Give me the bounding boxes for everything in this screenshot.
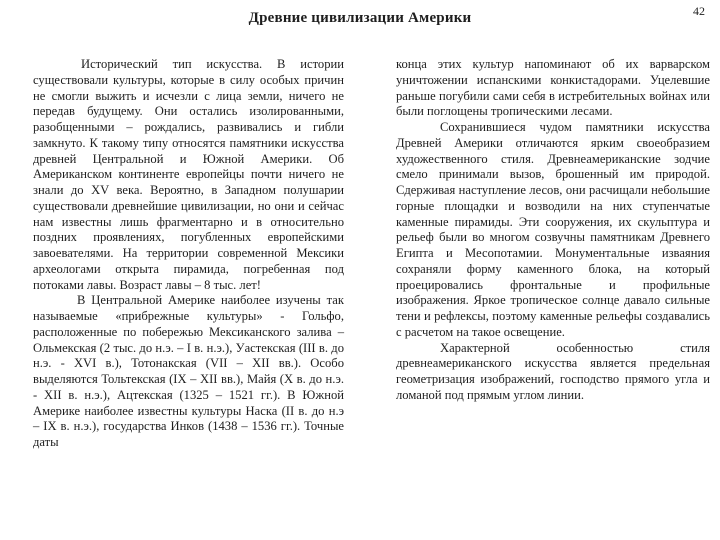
right-text-column [396,57,710,404]
page-title: Древние цивилизации Америки [248,10,472,26]
left-text-column [33,57,344,451]
paragraph: Исторический тип искусства. В истории существовали культуры, которые в силу особых причин не смогли выжить и исчезли с лица земли, ничего не передав будущему. Они остались изолированными, разобщенными – рождались, развивались и гибли замкнуто. К такому типу относятся памятники искусства древней Центральной и Южной Америки. Об Американском континенте европейцы почти ничего не знали до XV века. Вероятно, в Западном полушарии существовали древнейшие цивилизации, но они и сейчас нам известны лишь фрагментарно и в относительно поздних проявлениях, погубленных европейскими завоевателями. На территории современной Мексики археологами открыта пирамида, погребенная под потоками лавы. Возраст лавы – 8 тыс. лет! [33,57,344,292]
paragraph: Характерной особенностью стиля древнеамериканского искусства является предельная геометризация изображений, господство прямого угла и ломаной под прямым углом линии. [396,340,710,402]
page-number: 42 [693,4,705,18]
paragraph: В Центральной Америке наиболее изучены так называемые «прибрежные культуры» - Гольфо, расположенные по побережью Мексиканского залива – Ольмекская (2 тыс. до н.э. – I в. н.э.), Уастекская (III в. до н.э. - XVI в.), Тотонакская (VII – XII вв.). Особо выделяются Тольтекская (IX – XII вв.), Майя (X в. до н.э. - XII в. н.э.), Ацтекская (1325 – 1521 гг.). В Южной Америке наиболее известны культуры Наска (II в. до н.э – IX в. н.э.), государства Инков (1438 – 1536 гг.). Точные даты [33,293,344,449]
paragraph: Сохранившиеся чудом памятники искусства Древней Америки отличаются ярким своеобразием художественного стиля. Древнеамериканские зодчие смело принимали вызов, брошенный им природой. Сдерживая наступление лесов, они расчищали небольшие горные площадки и возводили на них ступенчатые каменные пирамиды. Эти сооружения, их скульптура и рельеф были во многом созвучны памятникам Древнего Египта и Месопотамии. Монументальные изваяния сохраняли форму каменного блока, на который проецировались фронтальные и профильные изображения. Яркое тропическое солнце давало сильные тени и рефлексы, поэтому каменные рельефы создавались с расчетом на такое освещение. [396,120,710,339]
paragraph: конца этих культур напоминают об их варварском уничтожении испанскими конкистадорами. Уцелевшие раньше погубили сами себя в истребительных войнах или были поглощены тропическими лесами. [396,57,710,119]
